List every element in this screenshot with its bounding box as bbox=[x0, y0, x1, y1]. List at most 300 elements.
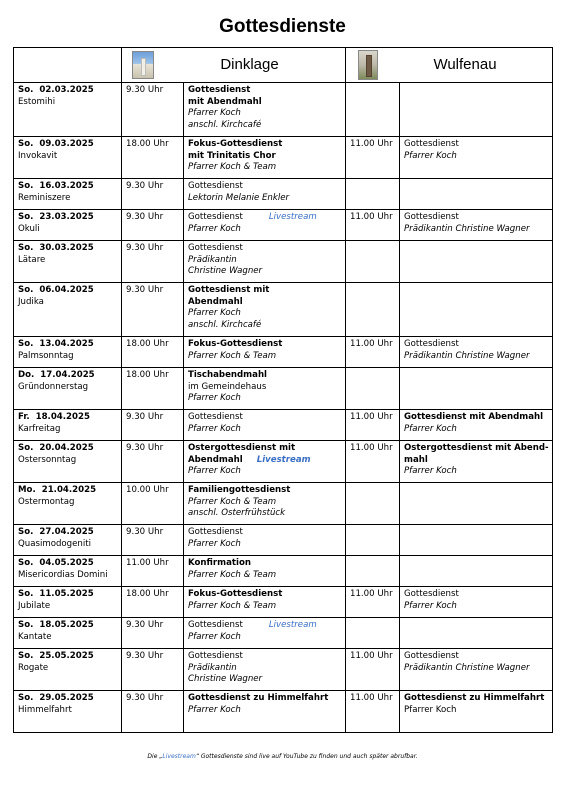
table-row bbox=[14, 410, 553, 441]
wulfenau-text: Gottesdienst mit Abendmahl bbox=[404, 412, 544, 422]
wulfenau-service bbox=[400, 410, 553, 441]
footnote-livestream: Livestream bbox=[162, 753, 196, 760]
dinklage-text: Pfarrer Koch bbox=[188, 108, 241, 119]
dinklage-line bbox=[188, 651, 342, 663]
dinklage-line bbox=[188, 151, 342, 163]
dinklage-text: Pfarrer Koch bbox=[188, 538, 241, 549]
dinklage-line bbox=[188, 674, 342, 686]
service-date: 25.05.2025 bbox=[39, 651, 94, 661]
wulfenau-text: Prädikantin Christine Wagner bbox=[404, 223, 530, 234]
wulfenau-service bbox=[400, 691, 553, 733]
wulfenau-text: Gottesdienst bbox=[404, 651, 459, 661]
table-row bbox=[14, 483, 553, 525]
date-line bbox=[18, 693, 118, 705]
dinklage-text: Pfarrer Koch bbox=[188, 423, 241, 434]
date-cell bbox=[14, 83, 122, 137]
date-cell bbox=[14, 556, 122, 587]
dinklage-line bbox=[188, 243, 342, 255]
dinklage-time: 9.30 Uhr bbox=[122, 649, 184, 691]
liturgical-day: Invokavit bbox=[18, 150, 58, 161]
service-date: 09.03.2025 bbox=[39, 139, 94, 149]
table-header-row bbox=[14, 48, 553, 83]
service-date: 30.03.2025 bbox=[39, 243, 94, 253]
wulfenau-time: 11.00 Uhr bbox=[346, 137, 400, 179]
wulfenau-service bbox=[400, 241, 553, 283]
dinklage-text: mit Abendmahl bbox=[188, 96, 262, 107]
table-row bbox=[14, 283, 553, 337]
weekday: So. bbox=[18, 443, 34, 453]
weekday: Fr. bbox=[18, 412, 30, 422]
table-row bbox=[14, 691, 553, 733]
dinklage-text: Familiengottesdienst bbox=[188, 485, 291, 495]
liturgical-day: Estomihi bbox=[18, 96, 56, 107]
service-table bbox=[13, 47, 553, 733]
wulfenau-line bbox=[404, 443, 549, 455]
dinklage-service bbox=[184, 137, 346, 179]
wulfenau-line bbox=[404, 339, 549, 351]
wulfenau-time bbox=[346, 241, 400, 283]
dinklage-time: 18.00 Uhr bbox=[122, 368, 184, 410]
dinklage-text: Fokus-Gottesdienst bbox=[188, 339, 283, 349]
dinklage-text: anschl. Kirchcafé bbox=[188, 319, 262, 330]
date-line bbox=[18, 620, 118, 632]
date-line bbox=[18, 339, 118, 351]
service-date: 18.04.2025 bbox=[35, 412, 90, 422]
table-row bbox=[14, 210, 553, 241]
wulfenau-line bbox=[404, 705, 549, 717]
dinklage-text: Ostergottesdienst mit bbox=[188, 443, 296, 453]
dinklage-text: Fokus-Gottesdienst bbox=[188, 589, 283, 599]
dinklage-service bbox=[184, 410, 346, 441]
wulfenau-text: Pfarrer Koch bbox=[404, 150, 457, 161]
dinklage-line bbox=[188, 539, 342, 551]
dinklage-line bbox=[188, 120, 342, 132]
dinklage-service bbox=[184, 241, 346, 283]
wulfenau-line bbox=[404, 212, 549, 224]
dinklage-text: Christine Wagner bbox=[188, 674, 263, 685]
service-date: 23.03.2025 bbox=[39, 212, 94, 222]
header-wulfenau-label: Wulfenau bbox=[433, 56, 497, 74]
liturgical-day: Himmelfahrt bbox=[18, 704, 72, 715]
date-cell bbox=[14, 137, 122, 179]
wulfenau-time bbox=[346, 179, 400, 210]
dinklage-line bbox=[188, 601, 342, 613]
weekday: So. bbox=[18, 620, 34, 630]
service-date: 13.04.2025 bbox=[39, 339, 94, 349]
dinklage-line bbox=[188, 97, 342, 109]
table-row bbox=[14, 587, 553, 618]
dinklage-line bbox=[188, 224, 342, 236]
wulfenau-service bbox=[400, 525, 553, 556]
dinklage-line bbox=[188, 558, 342, 570]
liturgical-day: Gründonnerstag bbox=[18, 381, 89, 392]
dinklage-service bbox=[184, 368, 346, 410]
liturgical-day: Karfreitag bbox=[18, 423, 61, 434]
date-line bbox=[18, 443, 118, 455]
liturgical-day: Misericordias Domini bbox=[18, 569, 108, 580]
date-cell bbox=[14, 649, 122, 691]
dinklage-line bbox=[188, 455, 342, 467]
service-date: 27.04.2025 bbox=[39, 527, 94, 537]
dinklage-line bbox=[188, 443, 342, 455]
dinklage-text: Pfarrer Koch & Team bbox=[188, 162, 277, 173]
dinklage-time: 18.00 Uhr bbox=[122, 587, 184, 618]
dinklage-text: Tischabendmahl bbox=[188, 370, 268, 380]
wulfenau-time bbox=[346, 83, 400, 137]
dinklage-text: Gottesdienst bbox=[188, 412, 243, 422]
date-line bbox=[18, 651, 118, 663]
service-date: 02.03.2025 bbox=[39, 85, 94, 95]
date-line bbox=[18, 558, 118, 570]
dinklage-text: Gottesdienst zu Himmelfahrt bbox=[188, 693, 329, 703]
dinklage-text: Gottesdienst bbox=[188, 212, 243, 222]
date-cell bbox=[14, 210, 122, 241]
wulfenau-time: 11.00 Uhr bbox=[346, 441, 400, 483]
table-row bbox=[14, 83, 553, 137]
dinklage-line bbox=[188, 339, 342, 351]
dinklage-text: Pfarrer Koch bbox=[188, 308, 241, 319]
wulfenau-text: Pfarrer Koch bbox=[404, 466, 457, 477]
church-wulfenau-image bbox=[358, 50, 378, 80]
service-date: 04.05.2025 bbox=[39, 558, 94, 568]
table-row bbox=[14, 525, 553, 556]
weekday: So. bbox=[18, 85, 34, 95]
service-date: 17.04.2025 bbox=[40, 370, 95, 380]
dinklage-line bbox=[188, 285, 342, 297]
date-cell bbox=[14, 587, 122, 618]
wulfenau-text: Pfarrer Koch bbox=[404, 704, 457, 715]
wulfenau-text: Pfarrer Koch bbox=[404, 600, 457, 611]
weekday: So. bbox=[18, 693, 34, 703]
wulfenau-text: Pfarrer Koch bbox=[404, 423, 457, 434]
liturgical-day: Palmsonntag bbox=[18, 350, 74, 361]
liturgical-day: Judika bbox=[18, 296, 44, 307]
service-date: 21.04.2025 bbox=[41, 485, 97, 495]
wulfenau-line bbox=[404, 651, 549, 663]
dinklage-text: Lektorin Melanie Enkler bbox=[188, 192, 290, 203]
dinklage-service bbox=[184, 283, 346, 337]
dinklage-text: Pfarrer Koch & Team bbox=[188, 350, 277, 361]
wulfenau-time bbox=[346, 525, 400, 556]
wulfenau-line bbox=[404, 424, 549, 436]
date-line bbox=[18, 527, 118, 539]
dinklage-line bbox=[188, 297, 342, 309]
header-dinklage bbox=[122, 48, 346, 83]
liturgical-day: Lätare bbox=[18, 254, 46, 265]
footnote-pre: Die „ bbox=[147, 753, 163, 760]
dinklage-text: Pfarrer Koch & Team bbox=[188, 496, 277, 507]
weekday: So. bbox=[18, 589, 34, 599]
date-cell bbox=[14, 410, 122, 441]
church-dinklage-image bbox=[132, 51, 154, 79]
dinklage-service bbox=[184, 483, 346, 525]
header-wulfenau bbox=[346, 48, 553, 83]
dinklage-service bbox=[184, 587, 346, 618]
dinklage-service bbox=[184, 525, 346, 556]
dinklage-text: Gottesdienst bbox=[188, 620, 243, 630]
date-line bbox=[18, 370, 118, 382]
dinklage-text: Abendmahl bbox=[188, 454, 243, 465]
date-cell bbox=[14, 483, 122, 525]
dinklage-time: 9.30 Uhr bbox=[122, 83, 184, 137]
dinklage-text: Pfarrer Koch & Team bbox=[188, 569, 277, 580]
liturgical-day: Quasimodogeniti bbox=[18, 538, 92, 549]
dinklage-time: 9.30 Uhr bbox=[122, 410, 184, 441]
dinklage-line bbox=[188, 308, 342, 320]
liturgical-day: Reminiszere bbox=[18, 192, 71, 203]
dinklage-text: Gottesdienst mit bbox=[188, 285, 270, 295]
weekday: So. bbox=[18, 181, 34, 191]
dinklage-text: anschl. Kirchcafé bbox=[188, 119, 262, 130]
date-line bbox=[18, 139, 118, 151]
dinklage-text: Gottesdienst bbox=[188, 651, 243, 661]
dinklage-time: 9.30 Uhr bbox=[122, 441, 184, 483]
date-cell bbox=[14, 441, 122, 483]
wulfenau-time: 11.00 Uhr bbox=[346, 691, 400, 733]
dinklage-line bbox=[188, 162, 342, 174]
dinklage-line bbox=[188, 632, 342, 644]
table-row bbox=[14, 649, 553, 691]
wulfenau-text: Gottesdienst bbox=[404, 589, 459, 599]
wulfenau-text: Gottesdienst bbox=[404, 139, 459, 149]
wulfenau-time bbox=[346, 368, 400, 410]
table-row bbox=[14, 441, 553, 483]
service-date: 18.05.2025 bbox=[39, 620, 94, 630]
weekday: So. bbox=[18, 527, 34, 537]
dinklage-line bbox=[188, 620, 342, 632]
date-line bbox=[18, 85, 118, 97]
dinklage-text: Pfarrer Koch bbox=[188, 393, 241, 404]
dinklage-text: Konfirmation bbox=[188, 558, 251, 568]
wulfenau-line bbox=[404, 351, 549, 363]
dinklage-time: 9.30 Uhr bbox=[122, 283, 184, 337]
dinklage-text: Pfarrer Koch bbox=[188, 631, 241, 642]
table-row bbox=[14, 137, 553, 179]
dinklage-service bbox=[184, 556, 346, 587]
liturgical-day: Ostersonntag bbox=[18, 454, 77, 465]
dinklage-service bbox=[184, 83, 346, 137]
dinklage-text: Pfarrer Koch & Team bbox=[188, 600, 277, 611]
table-body bbox=[14, 83, 553, 733]
dinklage-time: 9.30 Uhr bbox=[122, 618, 184, 649]
wulfenau-service bbox=[400, 179, 553, 210]
date-line bbox=[18, 212, 118, 224]
dinklage-time: 10.00 Uhr bbox=[122, 483, 184, 525]
weekday: Do. bbox=[18, 370, 35, 380]
dinklage-time: 9.30 Uhr bbox=[122, 210, 184, 241]
date-line bbox=[18, 285, 118, 297]
dinklage-text: Christine Wagner bbox=[188, 266, 263, 277]
table-row bbox=[14, 556, 553, 587]
liturgical-day: Kantate bbox=[18, 631, 52, 642]
weekday: So. bbox=[18, 558, 34, 568]
wulfenau-text: Ostergottesdienst mit Abend- bbox=[404, 443, 549, 453]
wulfenau-line bbox=[404, 455, 549, 467]
wulfenau-text: Prädikantin Christine Wagner bbox=[404, 350, 530, 361]
wulfenau-service bbox=[400, 283, 553, 337]
dinklage-line bbox=[188, 139, 342, 151]
wulfenau-time: 11.00 Uhr bbox=[346, 337, 400, 368]
dinklage-text: im Gemeindehaus bbox=[188, 381, 267, 392]
wulfenau-service bbox=[400, 618, 553, 649]
wulfenau-line bbox=[404, 224, 549, 236]
header-dinklage-label: Dinklage bbox=[220, 56, 279, 74]
date-cell bbox=[14, 368, 122, 410]
wulfenau-service bbox=[400, 337, 553, 368]
dinklage-line bbox=[188, 266, 342, 278]
wulfenau-text: mahl bbox=[404, 454, 428, 465]
wulfenau-line bbox=[404, 151, 549, 163]
dinklage-text: Prädikantin bbox=[188, 254, 237, 265]
dinklage-line bbox=[188, 181, 342, 193]
dinklage-line bbox=[188, 370, 342, 382]
dinklage-line bbox=[188, 85, 342, 97]
dinklage-text: mit Trinitatis Chor bbox=[188, 150, 276, 161]
dinklage-line bbox=[188, 393, 342, 405]
wulfenau-service bbox=[400, 441, 553, 483]
wulfenau-line bbox=[404, 693, 549, 705]
dinklage-text: Pfarrer Koch bbox=[188, 704, 241, 715]
dinklage-line bbox=[188, 193, 342, 205]
wulfenau-time: 11.00 Uhr bbox=[346, 410, 400, 441]
wulfenau-line bbox=[404, 589, 549, 601]
wulfenau-time bbox=[346, 483, 400, 525]
date-line bbox=[18, 485, 118, 497]
livestream-label: Livestream bbox=[268, 620, 317, 630]
wulfenau-line bbox=[404, 663, 549, 675]
service-date: 06.04.2025 bbox=[39, 285, 94, 295]
dinklage-line bbox=[188, 412, 342, 424]
dinklage-line bbox=[188, 527, 342, 539]
wulfenau-service bbox=[400, 649, 553, 691]
footnote-post: “ Gottesdienste sind live auf YouTube zu finden und auch später abrufbar. bbox=[195, 753, 418, 760]
dinklage-line bbox=[188, 382, 342, 394]
wulfenau-service bbox=[400, 83, 553, 137]
table-row bbox=[14, 179, 553, 210]
dinklage-line bbox=[188, 705, 342, 717]
liturgical-day: Rogate bbox=[18, 662, 49, 673]
dinklage-time: 18.00 Uhr bbox=[122, 337, 184, 368]
wulfenau-service bbox=[400, 587, 553, 618]
dinklage-line bbox=[188, 508, 342, 520]
dinklage-line bbox=[188, 255, 342, 267]
wulfenau-time: 11.00 Uhr bbox=[346, 587, 400, 618]
service-date: 11.05.2025 bbox=[39, 589, 94, 599]
wulfenau-time: 11.00 Uhr bbox=[346, 649, 400, 691]
wulfenau-text: Gottesdienst zu Himmelfahrt bbox=[404, 693, 545, 703]
wulfenau-text: Gottesdienst bbox=[404, 339, 459, 349]
date-cell bbox=[14, 241, 122, 283]
date-cell bbox=[14, 525, 122, 556]
table-row bbox=[14, 241, 553, 283]
dinklage-text: Pfarrer Koch bbox=[188, 466, 241, 477]
weekday: So. bbox=[18, 139, 34, 149]
dinklage-service bbox=[184, 618, 346, 649]
dinklage-line bbox=[188, 693, 342, 705]
dinklage-line bbox=[188, 466, 342, 478]
dinklage-line bbox=[188, 497, 342, 509]
wulfenau-time bbox=[346, 618, 400, 649]
wulfenau-service bbox=[400, 368, 553, 410]
dinklage-service bbox=[184, 179, 346, 210]
dinklage-time: 9.30 Uhr bbox=[122, 691, 184, 733]
wulfenau-line bbox=[404, 412, 549, 424]
dinklage-time: 9.30 Uhr bbox=[122, 241, 184, 283]
liturgical-day: Ostermontag bbox=[18, 496, 75, 507]
dinklage-text: Fokus-Gottesdienst bbox=[188, 139, 283, 149]
weekday: So. bbox=[18, 243, 34, 253]
date-cell bbox=[14, 618, 122, 649]
dinklage-text: Gottesdienst bbox=[188, 85, 251, 95]
dinklage-line bbox=[188, 108, 342, 120]
date-line bbox=[18, 181, 118, 193]
dinklage-time: 9.30 Uhr bbox=[122, 525, 184, 556]
date-line bbox=[18, 589, 118, 601]
weekday: So. bbox=[18, 212, 34, 222]
wulfenau-text: Gottesdienst bbox=[404, 212, 459, 222]
dinklage-service bbox=[184, 210, 346, 241]
page-title: Gottesdienste bbox=[219, 16, 346, 37]
wulfenau-service bbox=[400, 137, 553, 179]
dinklage-time: 18.00 Uhr bbox=[122, 137, 184, 179]
service-date: 16.03.2025 bbox=[39, 181, 94, 191]
weekday: Mo. bbox=[18, 485, 36, 495]
wulfenau-time bbox=[346, 556, 400, 587]
footnote bbox=[0, 753, 565, 760]
weekday: So. bbox=[18, 285, 34, 295]
dinklage-text: Gottesdienst bbox=[188, 527, 243, 537]
liturgical-day: Jubilate bbox=[18, 600, 51, 611]
livestream-label: Livestream bbox=[268, 212, 317, 222]
dinklage-service bbox=[184, 649, 346, 691]
date-cell bbox=[14, 337, 122, 368]
dinklage-line bbox=[188, 424, 342, 436]
liturgical-day: Okuli bbox=[18, 223, 40, 234]
wulfenau-service bbox=[400, 210, 553, 241]
wulfenau-line bbox=[404, 601, 549, 613]
dinklage-line bbox=[188, 320, 342, 332]
dinklage-service bbox=[184, 337, 346, 368]
dinklage-text: anschl. Osterfrühstück bbox=[188, 508, 286, 519]
dinklage-line bbox=[188, 351, 342, 363]
dinklage-service bbox=[184, 691, 346, 733]
table-row bbox=[14, 337, 553, 368]
dinklage-time: 11.00 Uhr bbox=[122, 556, 184, 587]
dinklage-time: 9.30 Uhr bbox=[122, 179, 184, 210]
service-date: 29.05.2025 bbox=[39, 693, 94, 703]
wulfenau-service bbox=[400, 483, 553, 525]
dinklage-line bbox=[188, 589, 342, 601]
table-row bbox=[14, 618, 553, 649]
wulfenau-time: 11.00 Uhr bbox=[346, 210, 400, 241]
weekday: So. bbox=[18, 339, 34, 349]
dinklage-text: Prädikantin bbox=[188, 662, 237, 673]
dinklage-line bbox=[188, 570, 342, 582]
wulfenau-text: Prädikantin Christine Wagner bbox=[404, 662, 530, 673]
dinklage-text: Abendmahl bbox=[188, 296, 243, 307]
dinklage-text: Pfarrer Koch bbox=[188, 223, 241, 234]
dinklage-line bbox=[188, 663, 342, 675]
weekday: So. bbox=[18, 651, 34, 661]
date-cell bbox=[14, 691, 122, 733]
service-date: 20.04.2025 bbox=[39, 443, 94, 453]
livestream-label: Livestream bbox=[256, 454, 311, 465]
dinklage-text: Gottesdienst bbox=[188, 243, 243, 253]
wulfenau-time bbox=[346, 283, 400, 337]
dinklage-text: Gottesdienst bbox=[188, 181, 243, 191]
dinklage-line bbox=[188, 212, 342, 224]
date-cell bbox=[14, 283, 122, 337]
